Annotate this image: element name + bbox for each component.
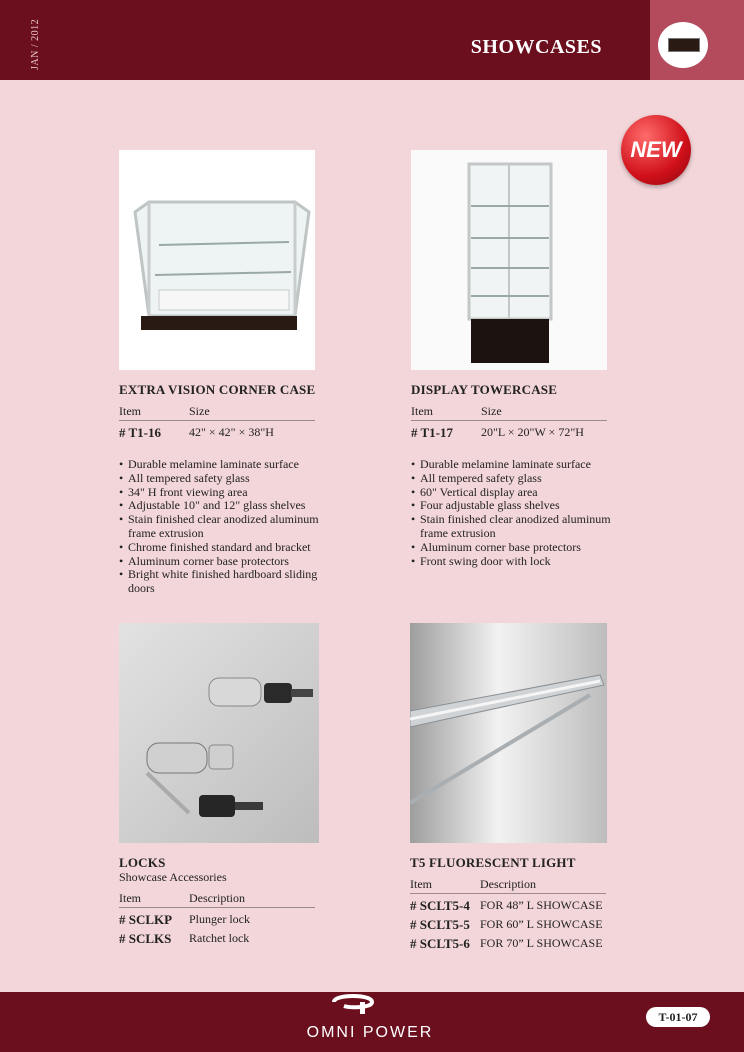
brand-logo-text: OMNI POWER bbox=[306, 1024, 434, 1041]
item-size: 42" × 42" × 38"H bbox=[189, 425, 274, 439]
list-item: • Aluminum corner base protectors bbox=[411, 541, 621, 555]
table-row bbox=[410, 898, 620, 914]
list-item: • Stain finished clear anodized aluminum frame extrusion bbox=[411, 513, 621, 541]
table-row bbox=[119, 912, 315, 928]
locks-photo bbox=[119, 623, 319, 843]
item-description: FOR 60” L SHOWCASE bbox=[480, 917, 603, 931]
corner-case-illustration bbox=[119, 150, 315, 370]
item-description: FOR 48” L SHOWCASE bbox=[480, 898, 603, 912]
item-code: # SCLKP bbox=[119, 912, 173, 927]
item-code: # T1-16 bbox=[119, 425, 162, 440]
new-badge-label: NEW bbox=[630, 137, 682, 162]
feature-list bbox=[411, 458, 621, 568]
col-description: Description bbox=[480, 877, 536, 891]
list-item: • Durable melamine laminate surface bbox=[119, 458, 329, 472]
list-item: • Four adjustable glass shelves bbox=[411, 499, 621, 513]
page-title: SHOWCASES bbox=[470, 36, 602, 58]
item-description: FOR 70” L SHOWCASE bbox=[480, 936, 603, 950]
feature-list bbox=[119, 458, 329, 596]
product-title-towercase: DISPLAY TOWERCASE bbox=[411, 382, 558, 397]
table-header bbox=[119, 891, 315, 908]
col-size: Size bbox=[189, 404, 210, 418]
item-description: Plunger lock bbox=[189, 912, 250, 926]
towercase-photo bbox=[411, 150, 607, 370]
product-title-locks: LOCKS bbox=[119, 855, 166, 870]
list-item: • All tempered safety glass bbox=[119, 472, 329, 486]
item-size: 20"L × 20"W × 72"H bbox=[481, 425, 584, 439]
list-item: • Stain finished clear anodized aluminum frame extrusion bbox=[119, 513, 329, 541]
list-item: • Front swing door with lock bbox=[411, 555, 621, 569]
table-row bbox=[411, 425, 607, 441]
page-number: T-01-07 bbox=[646, 1007, 710, 1027]
list-item: • 60" Vertical display area bbox=[411, 486, 621, 500]
product-title-corner-case: EXTRA VISION CORNER CASE bbox=[119, 382, 316, 397]
page-footer bbox=[0, 992, 744, 1052]
list-item: • All tempered safety glass bbox=[411, 472, 621, 486]
col-description: Description bbox=[189, 891, 245, 905]
item-description: Ratchet lock bbox=[189, 931, 250, 945]
item-code: # SCLT5-4 bbox=[410, 898, 470, 913]
col-item: Item bbox=[119, 404, 141, 418]
omni-power-logo-icon bbox=[330, 992, 376, 1014]
product-subtitle: Showcase Accessories bbox=[119, 870, 227, 884]
item-code: # T1-17 bbox=[411, 425, 454, 440]
col-size: Size bbox=[481, 404, 502, 418]
col-item: Item bbox=[410, 877, 432, 891]
list-item: • 34" H front viewing area bbox=[119, 486, 329, 500]
table-header bbox=[411, 404, 607, 421]
item-code: # SCLT5-5 bbox=[410, 917, 470, 932]
towercase-illustration bbox=[411, 150, 607, 370]
table-header bbox=[119, 404, 315, 421]
list-item: • Bright white finished hardboard sliding doors bbox=[119, 568, 329, 596]
col-item: Item bbox=[119, 891, 141, 905]
list-item: • Adjustable 10" and 12" glass shelves bbox=[119, 499, 329, 513]
fluorescent-light-photo bbox=[410, 623, 607, 843]
list-item: • Aluminum corner base protectors bbox=[119, 555, 329, 569]
showcase-thumbnail-icon bbox=[658, 22, 708, 68]
locks-illustration bbox=[119, 623, 319, 843]
item-code: # SCLT5-6 bbox=[410, 936, 470, 951]
col-item: Item bbox=[411, 404, 433, 418]
table-row bbox=[119, 425, 315, 441]
corner-case-photo bbox=[119, 150, 315, 370]
page-header bbox=[0, 0, 744, 80]
table-row bbox=[410, 917, 620, 933]
list-item: • Durable melamine laminate surface bbox=[411, 458, 621, 472]
fluorescent-light-illustration bbox=[410, 623, 607, 843]
issue-date: JAN / 2012 bbox=[30, 18, 41, 70]
table-row bbox=[119, 931, 315, 947]
list-item: • Chrome finished standard and bracket bbox=[119, 541, 329, 555]
item-code: # SCLKS bbox=[119, 931, 172, 946]
new-badge bbox=[621, 115, 691, 185]
table-row bbox=[410, 936, 620, 952]
table-header bbox=[410, 877, 606, 894]
product-title-fluorescent-light: T5 FLUORESCENT LIGHT bbox=[410, 855, 576, 870]
